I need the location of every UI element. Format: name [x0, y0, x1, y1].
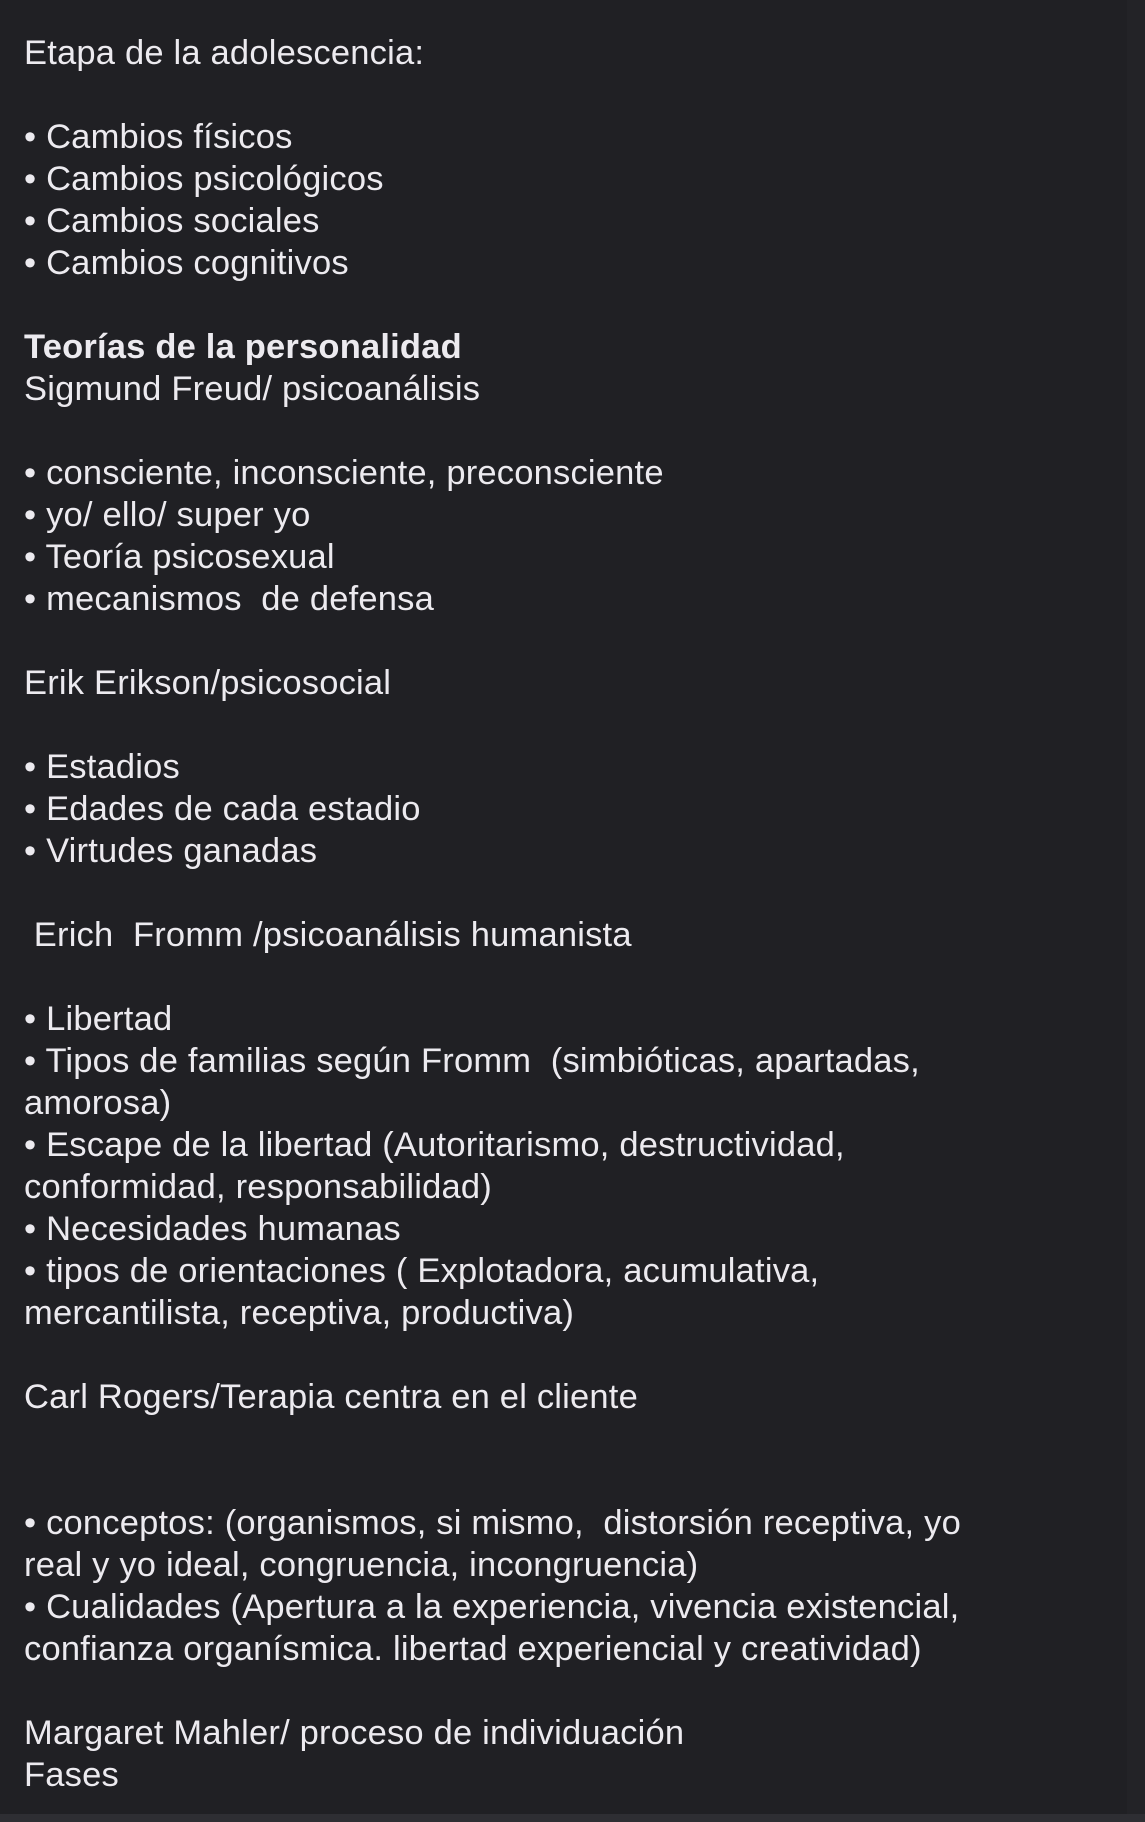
- blank-line: [24, 284, 1119, 326]
- blank-line: [24, 956, 1119, 998]
- list-item: • Estadios: [24, 748, 180, 786]
- blank-line: [24, 1334, 1119, 1376]
- blank-line: [24, 872, 1119, 914]
- list-item: • tipos de orientaciones ( Explotadora, acumulativa,: [24, 1252, 820, 1290]
- list-item-continuation: amorosa): [24, 1084, 172, 1122]
- list-item: • Necesidades humanas: [24, 1210, 401, 1248]
- list-item: • Cambios psicológicos: [24, 160, 384, 198]
- list-item: • mecanismos de defensa: [24, 580, 435, 618]
- scrollbar-track[interactable]: [1127, 0, 1145, 1822]
- blank-line: [24, 74, 1119, 116]
- blank-line: [24, 620, 1119, 662]
- note-title: Etapa de la adolescencia:: [24, 34, 425, 72]
- bottom-edge: [0, 1814, 1145, 1822]
- list-item: • Libertad: [24, 1000, 173, 1038]
- list-item: • consciente, inconsciente, preconsciente: [24, 454, 664, 492]
- list-item: • Cambios físicos: [24, 118, 293, 156]
- mahler-title: Margaret Mahler/ proceso de individuación: [24, 1714, 685, 1752]
- rogers-title: Carl Rogers/Terapia centra en el cliente: [24, 1378, 638, 1416]
- freud-title: Sigmund Freud/ psicoanálisis: [24, 370, 481, 408]
- list-item-continuation: confianza organísmica. libertad experiencial y creatividad): [24, 1630, 922, 1668]
- list-item: • Escape de la libertad (Autoritarismo, destructividad,: [24, 1126, 845, 1164]
- list-item-continuation: mercantilista, receptiva, productiva): [24, 1294, 575, 1332]
- blank-line: [24, 704, 1119, 746]
- list-item: • conceptos: (organismos, si mismo, distorsión receptiva, yo: [24, 1504, 961, 1542]
- fromm-title: Erich Fromm /psicoanálisis humanista: [24, 916, 632, 954]
- list-item: • Virtudes ganadas: [24, 832, 318, 870]
- list-item: • Tipos de familias según Fromm (simbióticas, apartadas,: [24, 1042, 920, 1080]
- list-item: • Cualidades (Apertura a la experiencia, vivencia existencial,: [24, 1588, 960, 1626]
- blank-line: [24, 1418, 1119, 1502]
- erikson-title: Erik Erikson/psicosocial: [24, 664, 392, 702]
- list-item-continuation: conformidad, responsabilidad): [24, 1168, 492, 1206]
- mahler-subtitle: Fases: [24, 1756, 119, 1794]
- note-body[interactable]: [24, 32, 1119, 1796]
- list-item: • Edades de cada estadio: [24, 790, 421, 828]
- list-item: • Cambios cognitivos: [24, 244, 349, 282]
- list-item: • Cambios sociales: [24, 202, 320, 240]
- list-item-continuation: real y yo ideal, congruencia, incongruencia): [24, 1546, 699, 1584]
- blank-line: [24, 1670, 1119, 1712]
- section-heading: Teorías de la personalidad: [24, 328, 462, 366]
- list-item: • Teoría psicosexual: [24, 538, 335, 576]
- list-item: • yo/ ello/ super yo: [24, 496, 311, 534]
- blank-line: [24, 410, 1119, 452]
